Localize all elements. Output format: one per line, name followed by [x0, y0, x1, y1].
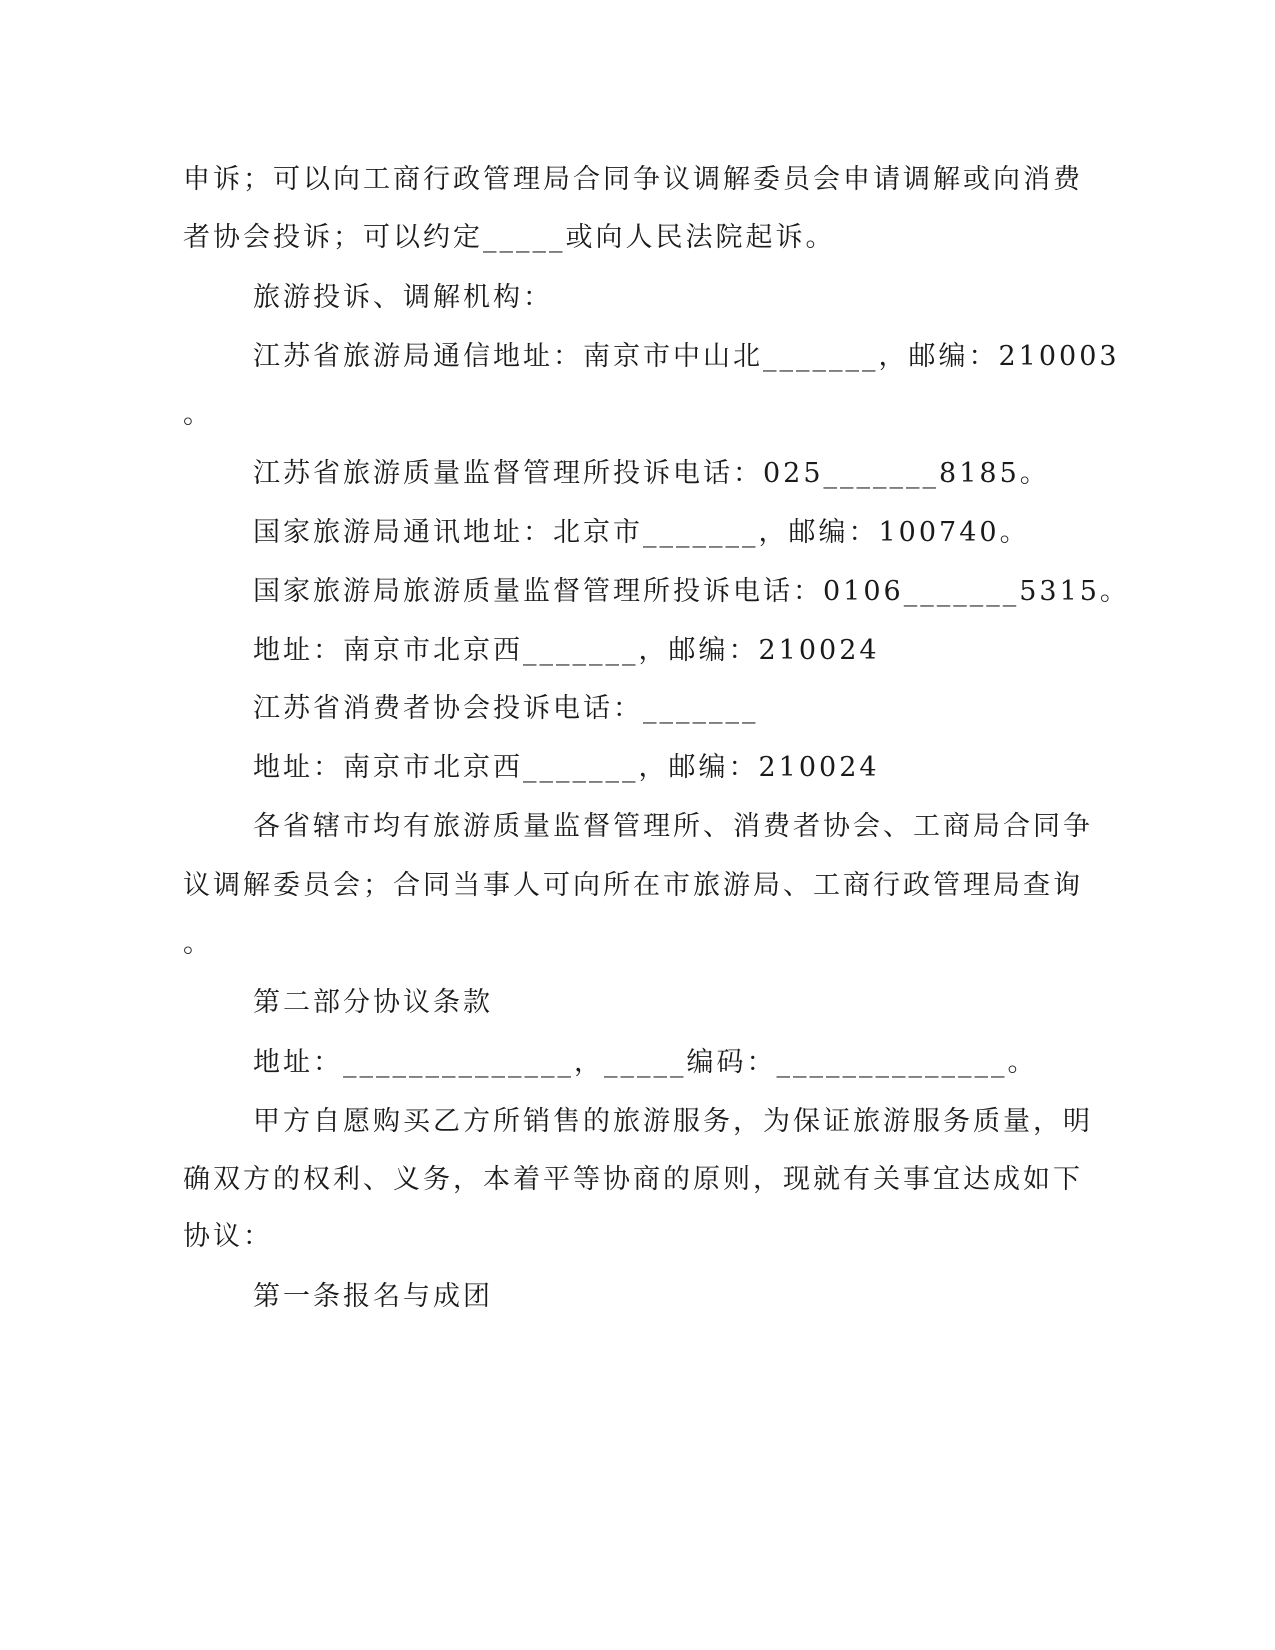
paragraph-line: 国家旅游局旅游质量监督管理所投诉电话：0106_______5315。	[253, 576, 1130, 607]
paragraph-line: 地址：南京市北京西_______，邮编：210024	[253, 752, 880, 783]
paragraph-line: 协议：	[183, 1221, 273, 1252]
paragraph-line: 确双方的权利、义务，本着平等协商的原则，现就有关事宜达成如下	[183, 1164, 1083, 1195]
section-heading: 第二部分协议条款	[253, 987, 493, 1018]
section-heading: 第一条报名与成团	[253, 1281, 493, 1312]
paragraph-line: 甲方自愿购买乙方所销售的旅游服务，为保证旅游服务质量，明	[253, 1106, 1093, 1137]
paragraph-line: 地址：南京市北京西_______，邮编：210024	[253, 635, 880, 666]
paragraph-line: 江苏省旅游局通信地址：南京市中山北_______，邮编：210003	[253, 341, 1120, 372]
paragraph-line: 各省辖市均有旅游质量监督管理所、消费者协会、工商局合同争	[253, 811, 1093, 842]
paragraph-line: 。	[183, 928, 213, 959]
paragraph-line: 地址：______________，_____编码：______________。	[253, 1047, 1038, 1078]
paragraph-line: 申诉；可以向工商行政管理局合同争议调解委员会申请调解或向消费	[183, 164, 1083, 195]
paragraph-line: 议调解委员会；合同当事人可向所在市旅游局、工商行政管理局查询	[183, 870, 1083, 901]
paragraph-line: 。	[183, 399, 213, 430]
paragraph-line: 者协会投诉；可以约定_____或向人民法院起诉。	[183, 222, 836, 253]
paragraph-line: 国家旅游局通讯地址：北京市_______，邮编：100740。	[253, 517, 1030, 548]
section-heading: 旅游投诉、调解机构：	[253, 282, 553, 313]
paragraph-line: 江苏省旅游质量监督管理所投诉电话：025_______8185。	[253, 458, 1050, 489]
paragraph-line: 江苏省消费者协会投诉电话：_______	[253, 693, 759, 724]
